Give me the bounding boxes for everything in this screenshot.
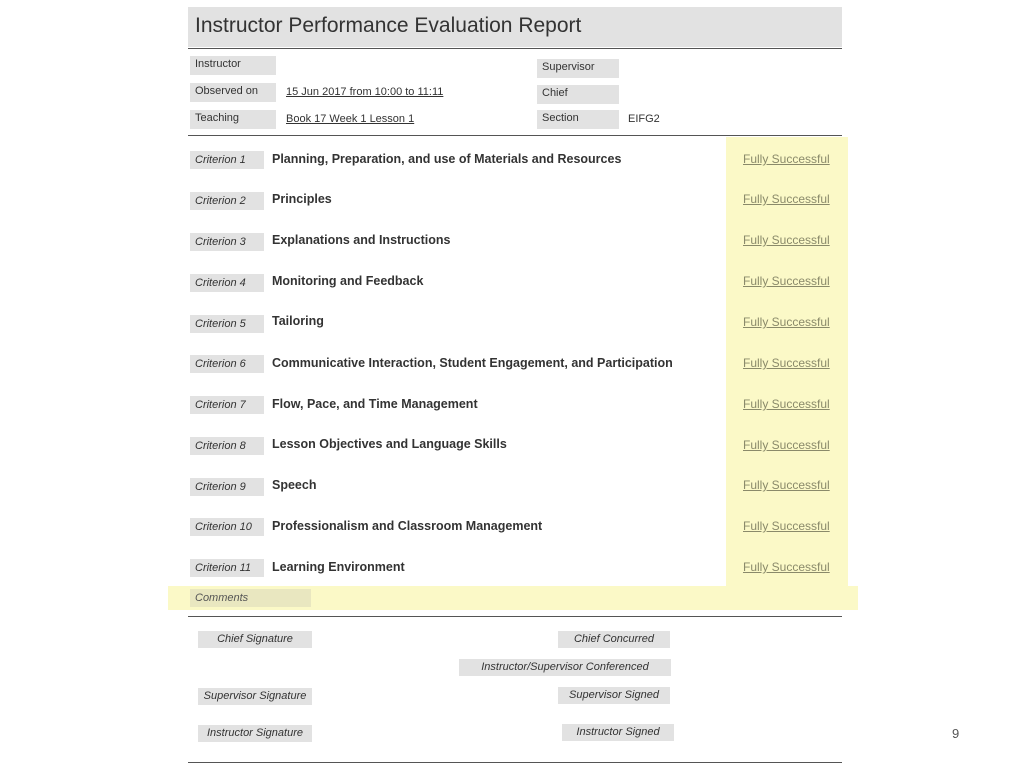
section-label: Section [537, 110, 619, 129]
criterion-rating[interactable]: Fully Successful [743, 274, 830, 288]
instructor-signature-label[interactable]: Instructor Signature [198, 725, 312, 742]
criterion-title: Flow, Pace, and Time Management [272, 397, 478, 411]
criterion-rating[interactable]: Fully Successful [743, 397, 830, 411]
criterion-title: Monitoring and Feedback [272, 274, 424, 288]
observed-value[interactable]: 15 Jun 2017 from 10:00 to 11:11 [286, 86, 444, 98]
criterion-rating[interactable]: Fully Successful [743, 438, 830, 452]
criterion-label: Criterion 2 [190, 192, 264, 210]
page-number: 9 [952, 726, 960, 741]
header-divider [188, 135, 842, 136]
criterion-rating[interactable]: Fully Successful [743, 478, 830, 492]
criterion-rating[interactable]: Fully Successful [743, 192, 830, 206]
chief-signature-label[interactable]: Chief Signature [198, 631, 312, 648]
criterion-label: Criterion 10 [190, 518, 264, 536]
criterion-rating[interactable]: Fully Successful [743, 315, 830, 329]
instructor-signed-label[interactable]: Instructor Signed [562, 724, 674, 741]
conferenced-label[interactable]: Instructor/Supervisor Conferenced [459, 659, 671, 676]
report-title: Instructor Performance Evaluation Report [195, 14, 582, 37]
criterion-label: Criterion 4 [190, 274, 264, 292]
observed-label: Observed on [190, 83, 276, 102]
comments-label[interactable]: Comments [190, 589, 311, 607]
criterion-rating[interactable]: Fully Successful [743, 233, 830, 247]
criterion-title: Planning, Preparation, and use of Materials and Resources [272, 152, 622, 166]
criterion-label: Criterion 7 [190, 396, 264, 414]
teaching-value[interactable]: Book 17 Week 1 Lesson 1 [286, 113, 415, 125]
chief-concurred-label[interactable]: Chief Concurred [558, 631, 670, 648]
criterion-rating[interactable]: Fully Successful [743, 356, 830, 370]
criterion-rating[interactable]: Fully Successful [743, 560, 830, 574]
criterion-label: Criterion 9 [190, 478, 264, 496]
criterion-title: Speech [272, 478, 317, 492]
bottom-divider [188, 762, 842, 763]
criterion-title: Communicative Interaction, Student Engagement, and Participation [272, 356, 673, 370]
criterion-rating[interactable]: Fully Successful [743, 152, 830, 166]
criterion-label: Criterion 8 [190, 437, 264, 455]
criterion-label: Criterion 11 [190, 559, 264, 577]
criterion-title: Learning Environment [272, 560, 405, 574]
comments-divider [188, 616, 842, 617]
supervisor-signed-label[interactable]: Supervisor Signed [558, 687, 670, 704]
title-divider [188, 48, 842, 49]
criterion-label: Criterion 5 [190, 315, 264, 333]
criterion-label: Criterion 6 [190, 355, 264, 373]
supervisor-signature-label[interactable]: Supervisor Signature [198, 688, 312, 705]
criterion-title: Principles [272, 192, 332, 206]
criterion-title: Explanations and Instructions [272, 233, 451, 247]
criterion-label: Criterion 3 [190, 233, 264, 251]
chief-label: Chief [537, 85, 619, 104]
criterion-label: Criterion 1 [190, 151, 264, 169]
criterion-title: Lesson Objectives and Language Skills [272, 437, 507, 451]
supervisor-label: Supervisor [537, 59, 619, 78]
section-value: EIFG2 [628, 113, 660, 125]
teaching-label: Teaching [190, 110, 276, 129]
criterion-title: Tailoring [272, 314, 324, 328]
instructor-label: Instructor [190, 56, 276, 75]
criterion-title: Professionalism and Classroom Management [272, 519, 543, 533]
criterion-rating[interactable]: Fully Successful [743, 519, 830, 533]
